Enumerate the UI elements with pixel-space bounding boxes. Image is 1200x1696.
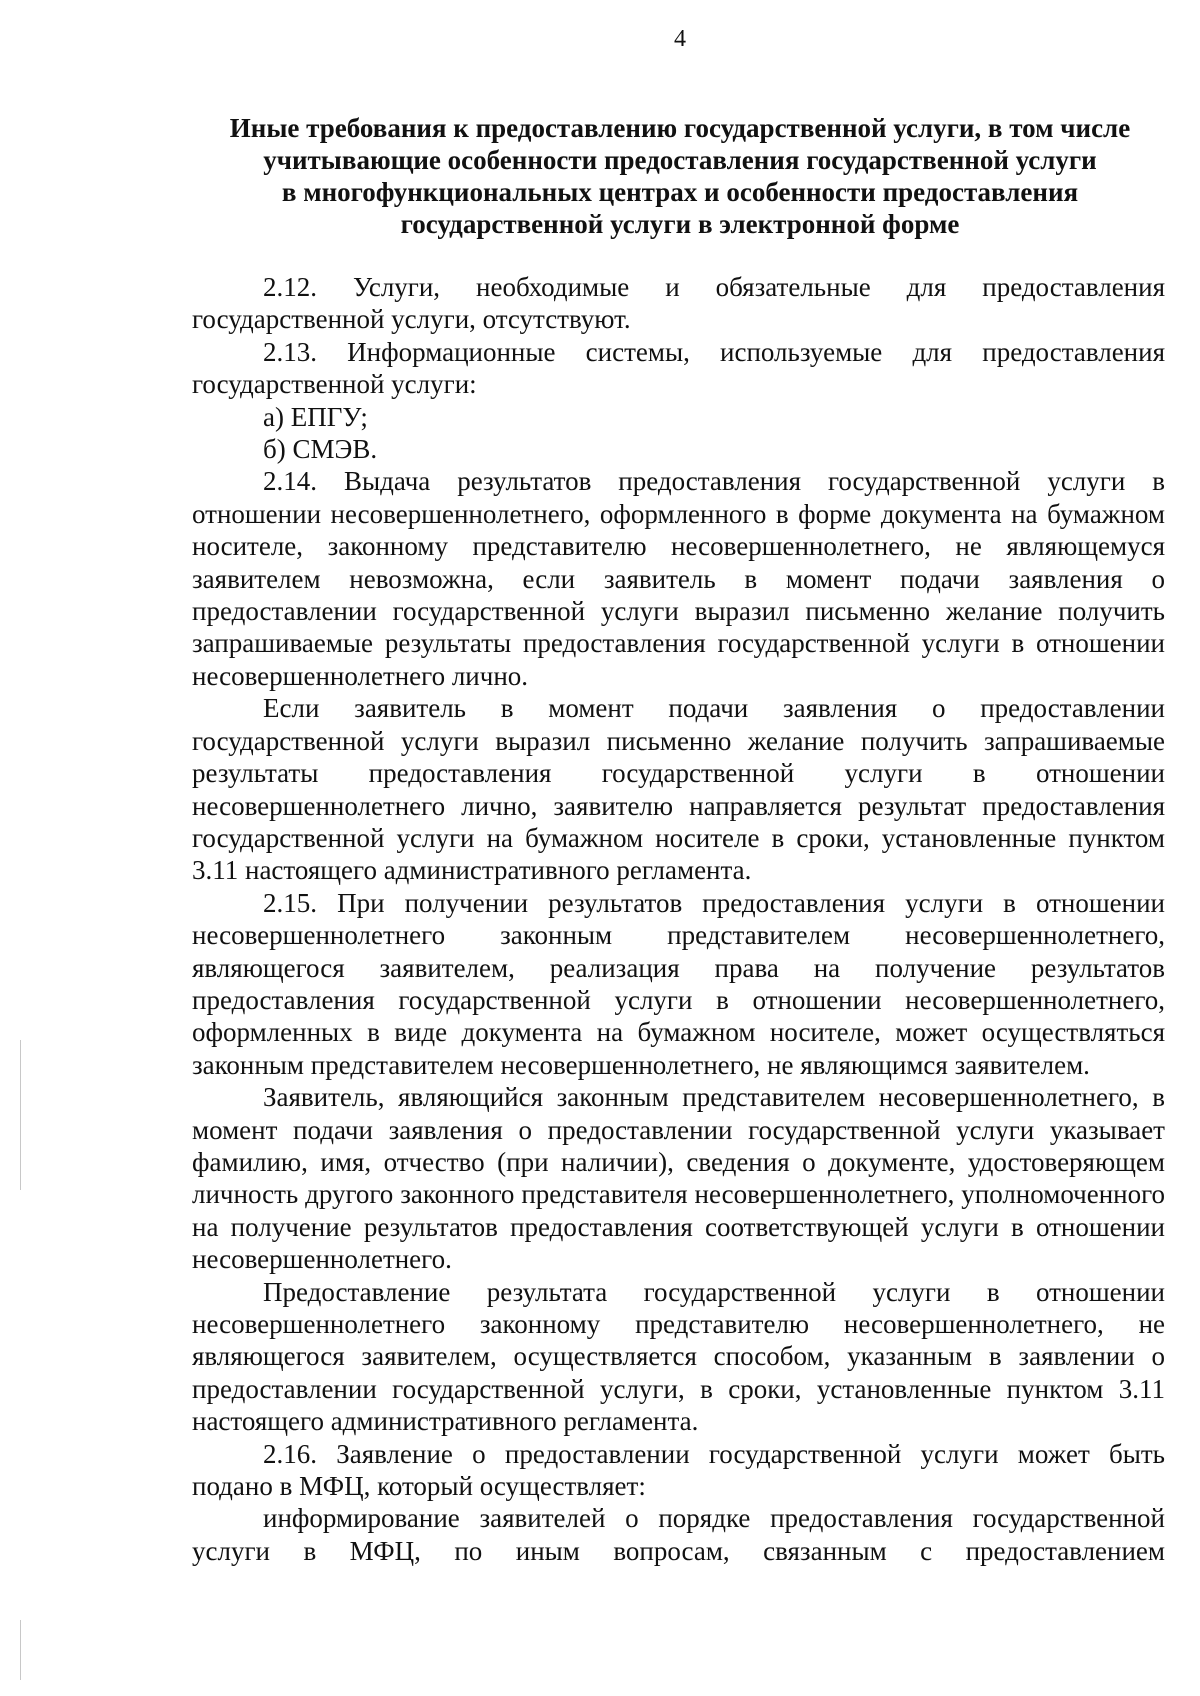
heading-line: учитывающие особенности предоставления государственной услуги bbox=[263, 145, 1097, 175]
paragraph-2-16-informing: информирование заявителей о порядке предоставления государственной услуги в МФЦ, по иным вопросам, связанным с предоставлением bbox=[192, 1503, 1165, 1566]
body-text bbox=[192, 271, 1165, 1567]
paragraph-2-15: 2.15. При получении результатов предоставления услуги в отношении несовершеннолетнего законным представителем несовершеннолетнего, являющегося заявителем, реализация права на получение результатов предоставления государственной услуги в отношении несовершеннолетнего, оформленных в виде документа на бумажном носителе, может осуществляться законным представителем несовершеннолетнего, не являющимся заявителем. bbox=[192, 887, 1165, 1080]
heading-line: государственной услуги в электронной форме bbox=[400, 209, 960, 239]
list-item-epgu: а) ЕПГУ; bbox=[263, 401, 368, 432]
heading-line: в многофункциональных центрах и особенности предоставления bbox=[281, 177, 1079, 207]
paragraph-2-15-applicant: Заявитель, являющийся законным представителем несовершеннолетнего, в момент подачи заявления о предоставлении государственной услуги указывает фамилию, имя, отчество (при наличии), сведения о документе, удостоверяющем личность другого законного представителя несовершеннолетнего, уполномоченного на получение результатов предоставления соответствующей услуги в отношении несовершеннолетнего. bbox=[192, 1082, 1165, 1275]
scan-margin-mark bbox=[20, 1040, 21, 1190]
paragraph-2-14-continued: Если заявитель в момент подачи заявления о предоставлении государственной услуги выразил письменно желание получить запрашиваемые результаты предоставления государственной услуги в отношении несовершеннолетнего лично, заявителю направляется результат предоставления государственной услуги на бумажном носителе в сроки, установленные пунктом 3.11 настоящего административного регламента. bbox=[192, 693, 1165, 886]
paragraph-2-12: 2.12. Услуги, необходимые и обязательные для предоставления государственной услуги, отсутствуют. bbox=[192, 272, 1165, 335]
scan-margin-mark bbox=[20, 1620, 21, 1680]
page-number: 4 bbox=[674, 26, 686, 52]
paragraph-2-13: 2.13. Информационные системы, используемые для предоставления государственной услуги: bbox=[192, 336, 1165, 400]
paragraph-2-16: 2.16. Заявление о предоставлении государственной услуги может быть подано в МФЦ, который осуществляет: bbox=[192, 1438, 1165, 1502]
paragraph-2-15-result-delivery: Предоставление результата государственной услуги в отношении несовершеннолетнего законному представителю несовершеннолетнего, не являющегося заявителем, осуществляется способом, указанным в заявлении о предоставлении государственной услуги, в сроки, установленные пунктом 3.11 настоящего административного регламента. bbox=[192, 1276, 1165, 1437]
paragraph-2-14: 2.14. Выдача результатов предоставления государственной услуги в отношении несовершеннолетнего, оформленного в форме документа на бумажном носителе, законному представителю несовершеннолетнего, не являющемуся заявителем невозможна, если заявитель в момент подачи заявления о предоставлении государственной услуги выразил письменно желание получить запрашиваемые результаты предоставления государственной услуги в отношении несовершеннолетнего лично. bbox=[192, 466, 1165, 691]
heading-line: Иные требования к предоставлению государственной услуги, в том числе bbox=[229, 113, 1131, 143]
list-item-smev: б) СМЭВ. bbox=[263, 434, 378, 465]
section-heading bbox=[190, 112, 1170, 240]
